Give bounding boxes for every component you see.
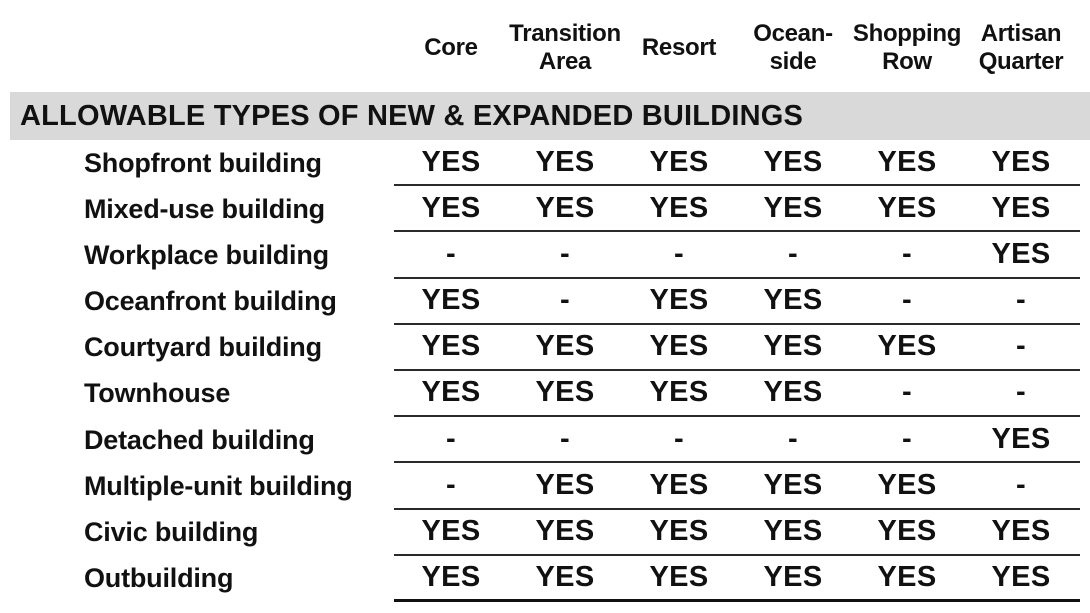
cell-transition-area: YES bbox=[535, 561, 595, 594]
section-title: ALLOWABLE TYPES OF NEW & EXPANDED BUILDINGS bbox=[20, 99, 804, 132]
row-label: Outbuilding bbox=[84, 563, 234, 594]
cell-resort: YES bbox=[649, 330, 709, 363]
column-header-resort: Resort bbox=[641, 34, 717, 61]
column-header-transition-area: Transition Area bbox=[509, 20, 621, 75]
row-label: Townhouse bbox=[84, 378, 231, 409]
cell-oceanside: - bbox=[788, 422, 798, 455]
cell-oceanside: YES bbox=[763, 284, 823, 317]
cell-core: YES bbox=[421, 376, 481, 409]
cell-oceanside: YES bbox=[763, 561, 823, 594]
cell-core: - bbox=[446, 237, 456, 270]
cell-core: YES bbox=[421, 191, 481, 224]
cell-transition-area: - bbox=[560, 284, 570, 317]
table-row bbox=[0, 140, 1090, 186]
cell-artisan-quarter: - bbox=[1016, 376, 1026, 409]
cell-shopping-row: YES bbox=[877, 145, 937, 178]
row-label: Shopfront building bbox=[84, 147, 322, 178]
table-row bbox=[0, 186, 1090, 232]
cell-resort: YES bbox=[649, 191, 709, 224]
cell-transition-area: - bbox=[560, 422, 570, 455]
table-row bbox=[0, 510, 1090, 556]
cell-shopping-row: YES bbox=[877, 468, 937, 501]
table-row bbox=[0, 279, 1090, 325]
cell-oceanside: YES bbox=[763, 145, 823, 178]
column-header-core: Core bbox=[424, 34, 478, 61]
row-label: Courtyard building bbox=[84, 332, 322, 363]
cell-oceanside: YES bbox=[763, 515, 823, 547]
table-row bbox=[0, 417, 1090, 463]
cell-core: - bbox=[446, 468, 456, 501]
cell-transition-area: YES bbox=[535, 515, 595, 547]
cell-oceanside: YES bbox=[763, 330, 823, 363]
row-label: Workplace building bbox=[84, 239, 329, 270]
cell-resort: YES bbox=[649, 515, 709, 547]
cell-core: - bbox=[446, 422, 456, 455]
row-divider bbox=[394, 599, 1080, 602]
table-row bbox=[0, 371, 1090, 417]
cell-core: YES bbox=[421, 330, 481, 363]
cell-resort: YES bbox=[649, 376, 709, 409]
cell-transition-area: - bbox=[560, 237, 570, 270]
cell-transition-area: YES bbox=[535, 468, 595, 501]
cell-shopping-row: - bbox=[902, 422, 912, 455]
cell-core: YES bbox=[421, 561, 481, 594]
cell-oceanside: - bbox=[788, 237, 798, 270]
cell-oceanside: YES bbox=[763, 468, 823, 501]
cell-transition-area: YES bbox=[535, 145, 595, 178]
cell-artisan-quarter: YES bbox=[991, 145, 1051, 178]
cell-shopping-row: YES bbox=[877, 561, 937, 594]
row-label: Multiple-unit building bbox=[84, 470, 353, 501]
cell-artisan-quarter: YES bbox=[991, 561, 1051, 594]
cell-artisan-quarter: - bbox=[1016, 468, 1026, 501]
row-label: Mixed-use building bbox=[84, 193, 325, 224]
cell-artisan-quarter: YES bbox=[991, 237, 1051, 270]
cell-transition-area: YES bbox=[535, 191, 595, 224]
cell-resort: YES bbox=[649, 145, 709, 178]
cell-transition-area: YES bbox=[535, 376, 595, 409]
column-header-artisan-quarter: Artisan Quarter bbox=[978, 20, 1064, 75]
column-header-oceanside: Ocean- side bbox=[753, 20, 833, 75]
cell-shopping-row: - bbox=[902, 284, 912, 317]
cell-shopping-row: - bbox=[902, 237, 912, 270]
cell-core: YES bbox=[421, 515, 481, 547]
column-header-shopping-row: Shopping Row bbox=[852, 20, 962, 75]
table-row bbox=[0, 556, 1090, 602]
table-row bbox=[0, 232, 1090, 278]
cell-resort: YES bbox=[649, 561, 709, 594]
table-row bbox=[0, 325, 1090, 371]
table-body bbox=[0, 140, 1090, 602]
row-label: Civic building bbox=[84, 517, 259, 547]
cell-resort: - bbox=[674, 237, 684, 270]
cell-artisan-quarter: YES bbox=[991, 515, 1051, 547]
cell-artisan-quarter: - bbox=[1016, 330, 1026, 363]
cell-shopping-row: YES bbox=[877, 330, 937, 363]
cell-artisan-quarter: YES bbox=[991, 191, 1051, 224]
table-row bbox=[0, 463, 1090, 509]
column-headers bbox=[394, 12, 1080, 84]
cell-transition-area: YES bbox=[535, 330, 595, 363]
cell-oceanside: YES bbox=[763, 191, 823, 224]
cell-shopping-row: - bbox=[902, 376, 912, 409]
cell-core: YES bbox=[421, 284, 481, 317]
row-label: Oceanfront building bbox=[84, 286, 337, 317]
cell-shopping-row: YES bbox=[877, 191, 937, 224]
cell-core: YES bbox=[421, 145, 481, 178]
cell-artisan-quarter: YES bbox=[991, 422, 1051, 455]
cell-resort: - bbox=[674, 422, 684, 455]
cell-resort: YES bbox=[649, 284, 709, 317]
cell-oceanside: YES bbox=[763, 376, 823, 409]
cell-artisan-quarter: - bbox=[1016, 284, 1026, 317]
cell-shopping-row: YES bbox=[877, 515, 937, 547]
row-label: Detached building bbox=[84, 424, 315, 455]
section-header-band bbox=[10, 92, 1090, 140]
cell-resort: YES bbox=[649, 468, 709, 501]
